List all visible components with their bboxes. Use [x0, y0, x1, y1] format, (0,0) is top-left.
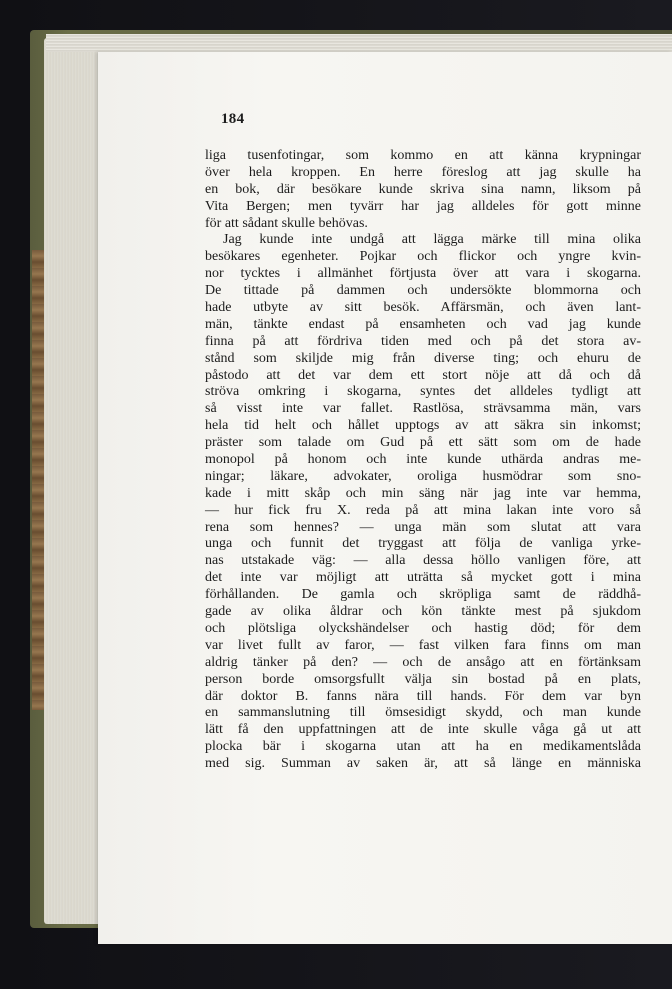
text-line: ströva omkring i skogarna, syntes det alldeles tydligt att — [205, 384, 641, 400]
page-stack-top — [46, 34, 672, 52]
text-line: nor tycktes i allmänhet förtjusta över att vara i skogarna. — [205, 266, 641, 282]
text-line: förhållanden. De gamla och skröpliga samt de räddhå- — [205, 587, 641, 603]
text-line: nas utstakade väg: — alla dessa höllo vanligen före, att — [205, 553, 641, 569]
text-line: män, tänkte endast på ensamheten och vad jag kunde — [205, 316, 641, 332]
text-line: liga tusenfotingar, som kommo en att känna krypningar — [205, 148, 641, 163]
text-line: rena som hennes? — unga män som slutat att vara — [205, 519, 641, 535]
text-line: finna på att fördriva tiden med och på det stora av- — [205, 333, 641, 349]
text-line: Vita Bergen; men tyvärr har jag alldeles för gott minne — [205, 198, 641, 214]
text-line: präster som talade om Gud på ett sätt som om de hade — [205, 435, 641, 451]
text-line: en sammanslutning till ömsesidigt skydd, och man kunde — [205, 705, 641, 721]
text-line: hade utbyte av sitt besök. Affärsmän, och även lant- — [205, 300, 641, 316]
text-line: en bok, där besökare kunde skriva sina namn, liksom på — [205, 181, 641, 197]
text-line: aldrig tänker på den? — och de ansågo att en förtänksam — [205, 654, 641, 670]
text-line: så visst inte var fallet. Rastlösa, strävsamma män, vars — [205, 401, 641, 417]
text-line: monopol på honom och inte kunde uthärda andras me- — [205, 452, 641, 468]
text-line: unga och funnit det tryggast att följa de vanliga yrke- — [205, 536, 641, 552]
text-line: var livet fullt av faror, — fast vilken fara finns om man — [205, 637, 641, 653]
text-line: plocka bär i skogarna utan att ha en medikamentslåda — [205, 739, 641, 755]
text-line: kade i mitt skåp och min säng när jag inte var hemma, — [205, 485, 641, 501]
text-line: påstodo att det var dem ett stort nöje att då och då — [205, 367, 641, 383]
text-line: hela tid helt och hållet upptogs av att säkra sin inkomst; — [205, 418, 641, 434]
text-line: person borde omsorgsfullt välja sin bostad på en plats, — [205, 671, 641, 687]
text-line: där doktor B. fanns nära till hands. För dem var byn — [205, 688, 641, 704]
text-line: Jag kunde inte undgå att lägga märke till mina olika — [223, 232, 641, 248]
text-line: besökares egenheter. Pojkar och flickor och yngre kvin- — [205, 249, 641, 265]
text-line: och plötsliga olyckshändelser och hastig död; för dem — [205, 620, 641, 636]
text-line: över hela kroppen. En herre föreslog att jag skulle ha — [205, 164, 641, 180]
text-line: — hur fick fru X. reda på att mina lakan inte voro så — [205, 502, 641, 518]
text-line: för att sådant skulle behövas. — [205, 215, 368, 231]
text-line: lätt få den uppfattningen att de inte skulle våga gå ut att — [205, 722, 641, 738]
text-line: stånd som skiljde mig från diverse ting; och ehuru de — [205, 350, 641, 366]
text-line: med sig. Summan av saken är, att så länge en människa — [205, 756, 641, 772]
text-line: De tittade på dammen och undersökte blommorna och — [205, 283, 641, 299]
page-number: 184 — [221, 111, 245, 127]
text-line: det inte var möjligt att uträtta så mycket gott i mina — [205, 570, 641, 586]
text-line: gade av olika åldrar och kön tänkte mest på sjukdom — [205, 604, 641, 620]
body-text — [205, 148, 641, 773]
text-line: ningar; läkare, advokater, oroliga husmödrar som sno- — [205, 468, 641, 484]
